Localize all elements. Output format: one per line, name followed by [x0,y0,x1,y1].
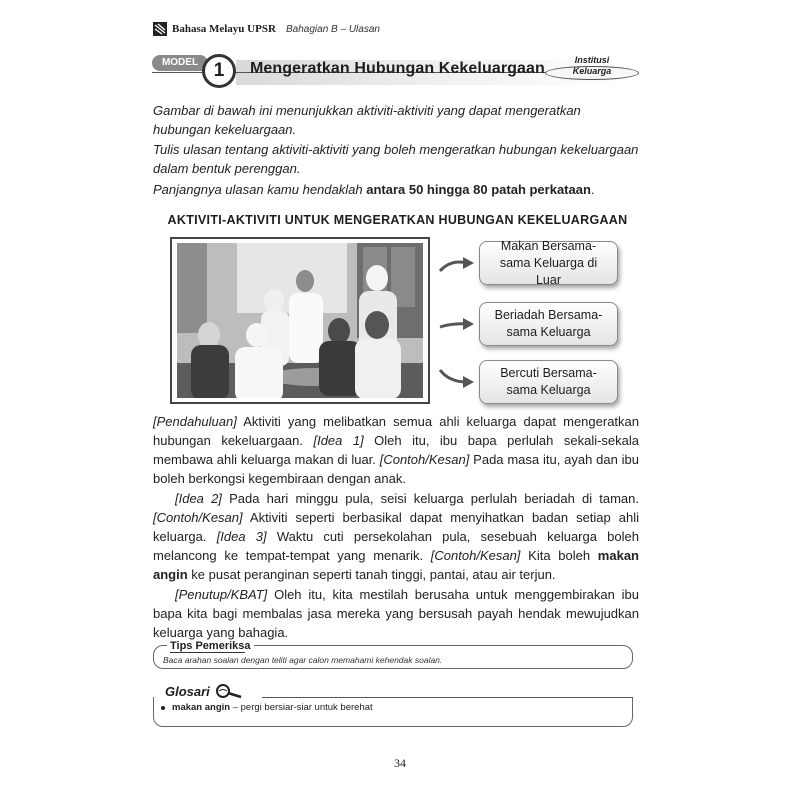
theme-line-2: Keluarga [572,66,612,76]
tag-penutup: [Penutup/KBAT] [175,587,268,602]
essay-text: Aktiviti seperti berbasikal dapat menyihatkan badan setiap ahli keluarga. [153,510,639,544]
activities-heading: AKTIVITI-AKTIVITI UNTUK MENGERATKAN HUBUNGAN KEKELUARGAAN [167,213,628,227]
tips-title: Tips Pemeriksa [167,640,254,652]
tag-pendahuluan: [Pendahuluan] [153,414,237,429]
essay-text: Aktiviti yang melibatkan semua ahli keluarga dapat mengeratkan hubungan kekeluargaan. [153,414,639,448]
tag-contoh-kesan: [Contoh/Kesan] [379,452,470,467]
essay-text: Pada masa itu, ayah dan ibu boleh berkongsi kegembiraan dengan anak. [153,452,639,486]
essay-text: ke pusat peranginan seperti tanah tinggi, pantai, atau air terjun. [187,567,556,582]
instruction-1: Gambar di bawah ini menunjukkan aktiviti-aktiviti yang dapat mengeratkan hubungan kekeluargaan. [153,103,581,137]
arrow-icon [437,313,477,337]
glossary-entry [172,702,373,713]
instruction-3-end: . [590,182,595,197]
glossary-title-text: Glosari [165,684,210,699]
instruction-3 [153,180,639,199]
model-number: 1 [202,54,236,88]
bullet-icon [161,706,165,710]
essay-text: Oleh itu, kita mestilah berusaha untuk menggembirakan ibu bapa kita bagi membalas jasa mereka yang bersusah payah hendak mewujudkan keluarga yang bahagia. [153,587,639,640]
tips-underline [170,652,245,653]
activity-box [479,238,618,287]
activity-label: Makan Bersama-sama Keluarga di Luar [499,238,598,287]
tag-contoh-kesan: [Contoh/Kesan] [153,510,243,525]
word-limit: antara 50 hingga 80 patah perkataan [366,182,591,197]
book-logo-icon [153,22,167,36]
essay-text: Waktu cuti persekolahan pula, sesebuah keluarga boleh melancong ke tempat-tempat yang menarik. [153,529,639,563]
instruction-3-start: Panjangnya ulasan kamu hendaklah [153,182,367,197]
theme-line-1: Institusi [574,55,610,65]
essay-text: Pada hari minggu pula, seisi keluarga perlulah beriadah di taman. [221,491,639,506]
essay-text: Kita boleh [520,548,598,563]
page-number: 34 [394,756,406,770]
tips-text: Baca arahan soalan dengan teliti agar calon memahami kehendak soalan. [163,655,443,665]
model-label: MODEL [152,55,208,71]
arrow-icon [437,366,477,390]
activity-label: Bercuti Bersama-sama Keluarga [500,366,597,397]
instruction-2: Tulis ulasan tentang aktiviti-aktiviti yang boleh mengeratkan hubungan kekeluargaan dalam bentuk perenggan. [153,142,639,176]
section-label: Bahagian B – Ulasan [286,24,380,35]
essay-paragraph-3 [153,585,639,642]
essay-paragraph-1 [153,412,639,488]
essay-text: Oleh itu, ibu bapa perlulah sekali-sekala membawa ahli keluarga makan di luar. [153,433,640,467]
page-title: Mengeratkan Hubungan Kekeluargaan [250,60,545,77]
glossary-term: makan angin [172,702,231,713]
activity-box [479,302,618,346]
activity-box [479,360,618,404]
family-photo [177,243,423,398]
arrow-icon [437,253,477,277]
essay-paragraph-2 [153,489,639,584]
glossary-definition: – pergi bersiar-siar untuk berehat [230,702,373,713]
activity-label: Beriadah Bersama-sama Keluarga [494,308,603,339]
tag-idea-1: [Idea 1] [313,433,364,448]
tag-contoh-kesan: [Contoh/Kesan] [430,548,521,563]
theme-label [560,55,624,77]
tag-idea-3: [Idea 3] [216,529,267,544]
book-title: Bahasa Melayu UPSR [172,23,276,35]
glossary-term-highlight: makan angin [153,548,639,582]
tag-idea-2: [Idea 2] [175,491,222,506]
